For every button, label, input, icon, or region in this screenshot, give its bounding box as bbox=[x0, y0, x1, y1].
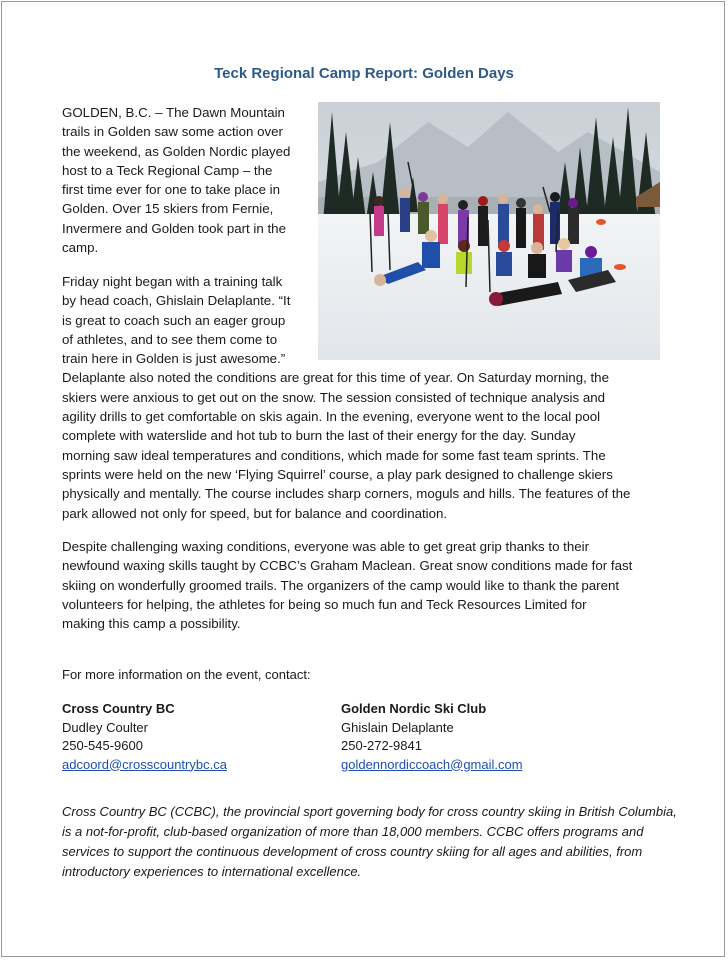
text-line: sprints were held on the new ‘Flying Squirrel’ course, a play park designed to challenge skiers bbox=[62, 466, 613, 482]
contact-org: Golden Nordic Ski Club bbox=[341, 701, 487, 716]
closing-paragraph bbox=[62, 537, 632, 633]
text-line: trails in Golden saw some action over bbox=[62, 124, 283, 140]
contact-block-golden-nordic bbox=[341, 700, 523, 774]
text-line: morning saw ideal temperatures and conditions, which made for some fast team sprints. The bbox=[62, 447, 606, 463]
text-line: host to a Teck Regional Camp – the bbox=[62, 162, 273, 178]
text-line: Delaplante also noted the conditions are great for this time of year. On Saturday morning, the bbox=[62, 370, 609, 386]
text-line: physically and mentally. The course includes sharp corners, moguls and hills. The features of the bbox=[62, 486, 631, 502]
text-line: skiing on wonderfully groomed trails. The organizers of the camp would like to thank the parent bbox=[62, 577, 620, 593]
contact-name: Ghislain Delaplante bbox=[341, 719, 454, 735]
text-line: of athletes, and to see them come to bbox=[62, 331, 278, 347]
contact-block-ccbc bbox=[62, 700, 227, 774]
organization-description bbox=[62, 802, 682, 882]
contact-org: Cross Country BC bbox=[62, 701, 175, 716]
text-line: camp. bbox=[62, 240, 99, 256]
text-line: services to support the continuous development of cross country skiing for all ages and abilities, from bbox=[62, 844, 643, 859]
text-line: skiers were anxious to get out on the snow. The session consisted of technique analysis and bbox=[62, 389, 606, 405]
text-line: the weekend, as Golden Nordic played bbox=[62, 143, 291, 159]
contact-email-link[interactable]: goldennordiccoach@gmail.com bbox=[341, 756, 523, 772]
contact-phone: 250-545-9600 bbox=[62, 738, 143, 753]
contact-name: Dudley Coulter bbox=[62, 719, 148, 735]
contact-email-link[interactable]: adcoord@crosscountrybc.ca bbox=[62, 756, 227, 772]
text-line: Friday night began with a training talk bbox=[62, 274, 283, 289]
text-line: by head coach, Ghislain Delaplante. “It bbox=[62, 293, 291, 309]
text-line: complete with waterslide and hot tub to burn the last of their energy for the day. Sunday bbox=[62, 428, 576, 444]
text-line: Invermere and Golden took part in the bbox=[62, 220, 286, 236]
text-line: Golden. Over 15 skiers from Fernie, bbox=[62, 201, 274, 217]
contact-phone: 250-272-9841 bbox=[341, 738, 422, 753]
text-line: agility drills to get comfortable on skis again. In the evening, everyone went to the local pool bbox=[62, 409, 601, 425]
text-line: park allowed not only for speed, but for balance and coordination. bbox=[62, 505, 448, 521]
text-line: volunteers for helping, the athletes for being so much fun and Teck Resources Limited for bbox=[62, 596, 587, 612]
contact-intro: For more information on the event, contact: bbox=[62, 667, 311, 682]
text-line: making this camp a possibility. bbox=[62, 616, 241, 632]
text-line: newfound waxing skills taught by CCBC’s Graham Maclean. Great snow conditions made for fast bbox=[62, 558, 633, 574]
article-title: Teck Regional Camp Report: Golden Days bbox=[214, 65, 514, 82]
text-line: is a not-for-profit, club-based organization of more than 18,000 members. CCBC offers programs and bbox=[62, 824, 644, 839]
text-line: Despite challenging waxing conditions, everyone was able to get great grip thanks to their bbox=[62, 539, 590, 554]
text-line: GOLDEN, B.C. – The Dawn Mountain bbox=[62, 105, 285, 120]
text-line: train here in Golden is just awesome.” bbox=[62, 351, 286, 367]
text-line: is great to coach such an eager group bbox=[62, 312, 286, 328]
text-line: introductory experiences to international excellence. bbox=[62, 864, 362, 879]
text-line: first time ever for one to take place in bbox=[62, 182, 281, 198]
intro-paragraph bbox=[62, 103, 290, 257]
training-paragraph bbox=[62, 272, 630, 523]
text-line: Cross Country BC (CCBC), the provincial sport governing body for cross country skiing in British Columbia, bbox=[62, 804, 677, 819]
